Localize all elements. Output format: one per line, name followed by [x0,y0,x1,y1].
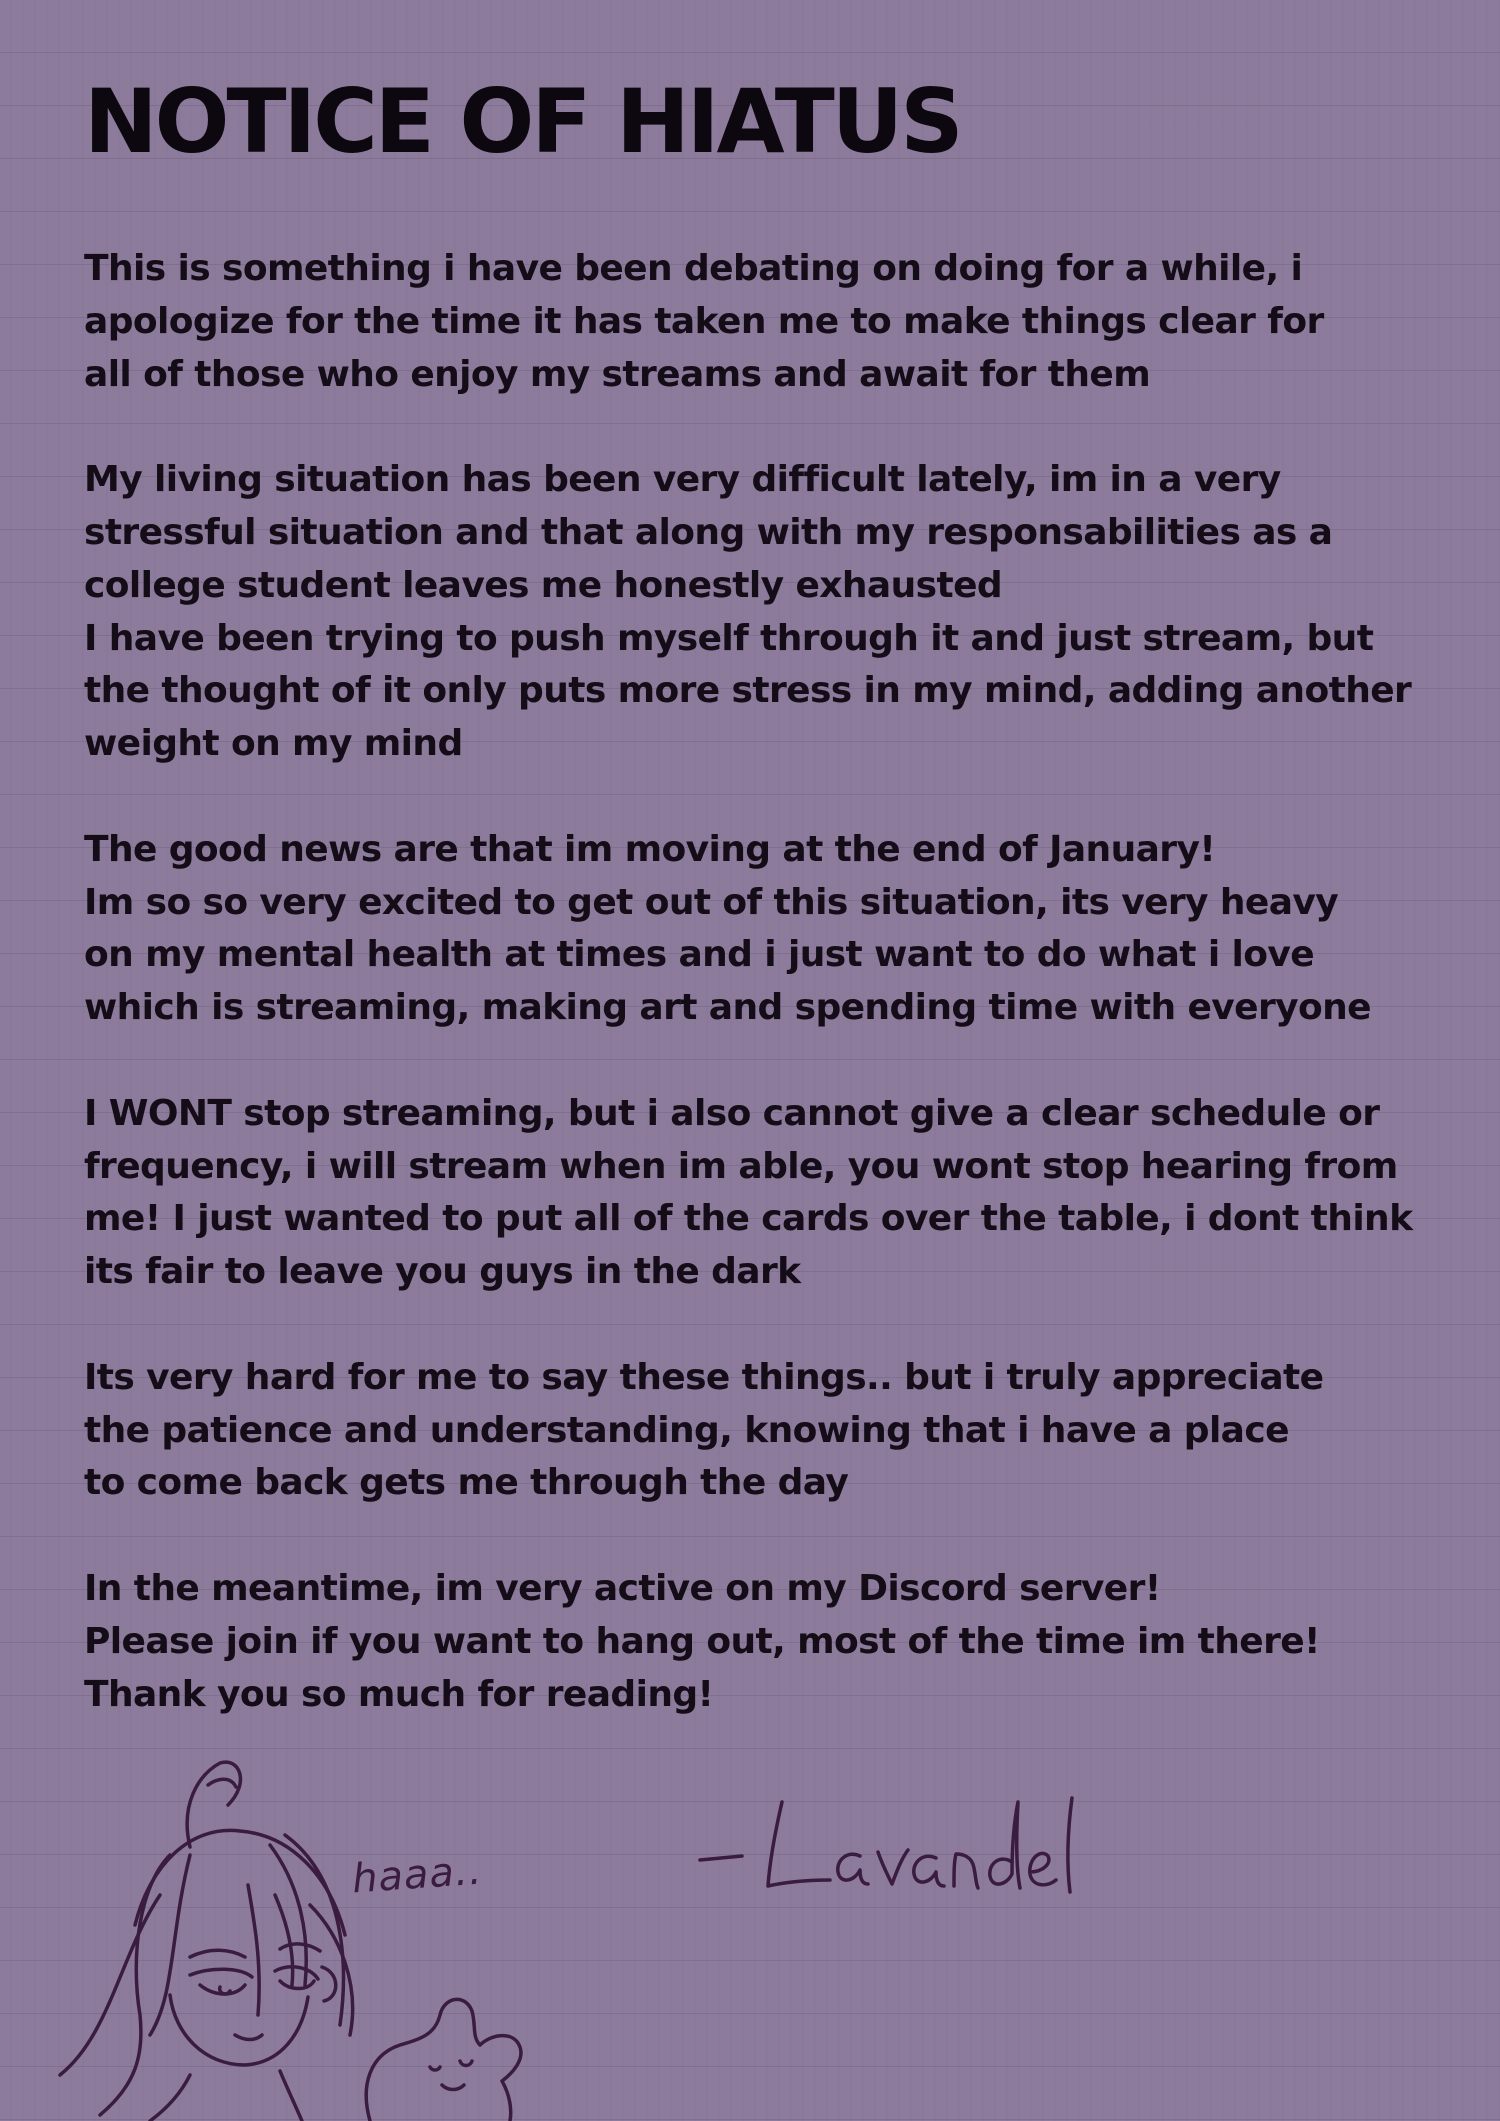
body-line: Thank you so much for reading! [84,1673,714,1715]
body-line: I WONT stop streaming, but i also cannot give a clear schedule or [84,1092,1380,1134]
body-line: the thought of it only puts more stress in my mind, adding another [84,670,1412,712]
character-sketch-icon [40,1735,560,2121]
body-line: Please join if you want to hang out, most of the time im there! [84,1620,1320,1662]
body-line: the patience and understanding, knowing that i have a place [84,1409,1289,1451]
notice-body [84,243,1464,1774]
body-line: weight on my mind [84,723,463,765]
body-line: all of those who enjoy my streams and await for them [84,353,1151,395]
doodle-caption: haaa.. [350,1847,484,1903]
paragraph-intro [84,243,1464,401]
body-line: stressful situation and that along with my responsabilities as a [84,511,1333,553]
paragraph-good-news [84,824,1464,1035]
body-line: The good news are that im moving at the end of January! [84,828,1216,870]
body-line: college student leaves me honestly exhausted [84,564,1003,606]
paragraph-appreciation [84,1352,1464,1510]
paragraph-streaming [84,1088,1464,1299]
body-line: which is streaming, making art and spending time with everyone [84,987,1371,1029]
body-line: My living situation has been very difficult lately, im in a very [84,459,1281,501]
body-line: apologize for the time it has taken me to make things clear for [84,300,1324,342]
body-line: its fair to leave you guys in the dark [84,1251,801,1293]
signature-icon [690,1768,1110,1928]
paragraph-discord [84,1563,1464,1721]
notice-title: NOTICE OF HIATUS [84,70,961,173]
paragraph-living-situation [84,454,1464,771]
body-line: frequency, i will stream when im able, you wont stop hearing from [84,1145,1398,1187]
body-line: This is something i have been debating on doing for a while, i [84,248,1303,289]
body-line: to come back gets me through the day [84,1462,849,1504]
body-line: In the meantime, im very active on my Discord server! [84,1567,1161,1609]
body-line: on my mental health at times and i just want to do what i love [84,934,1315,976]
body-line: I have been trying to push myself through it and just stream, but [84,617,1374,659]
body-line: Its very hard for me to say these things.. but i truly appreciate [84,1356,1324,1398]
body-line: me! I just wanted to put all of the cards over the table, i dont think [84,1198,1413,1240]
body-line: Im so so very excited to get out of this situation, its very heavy [84,881,1339,923]
